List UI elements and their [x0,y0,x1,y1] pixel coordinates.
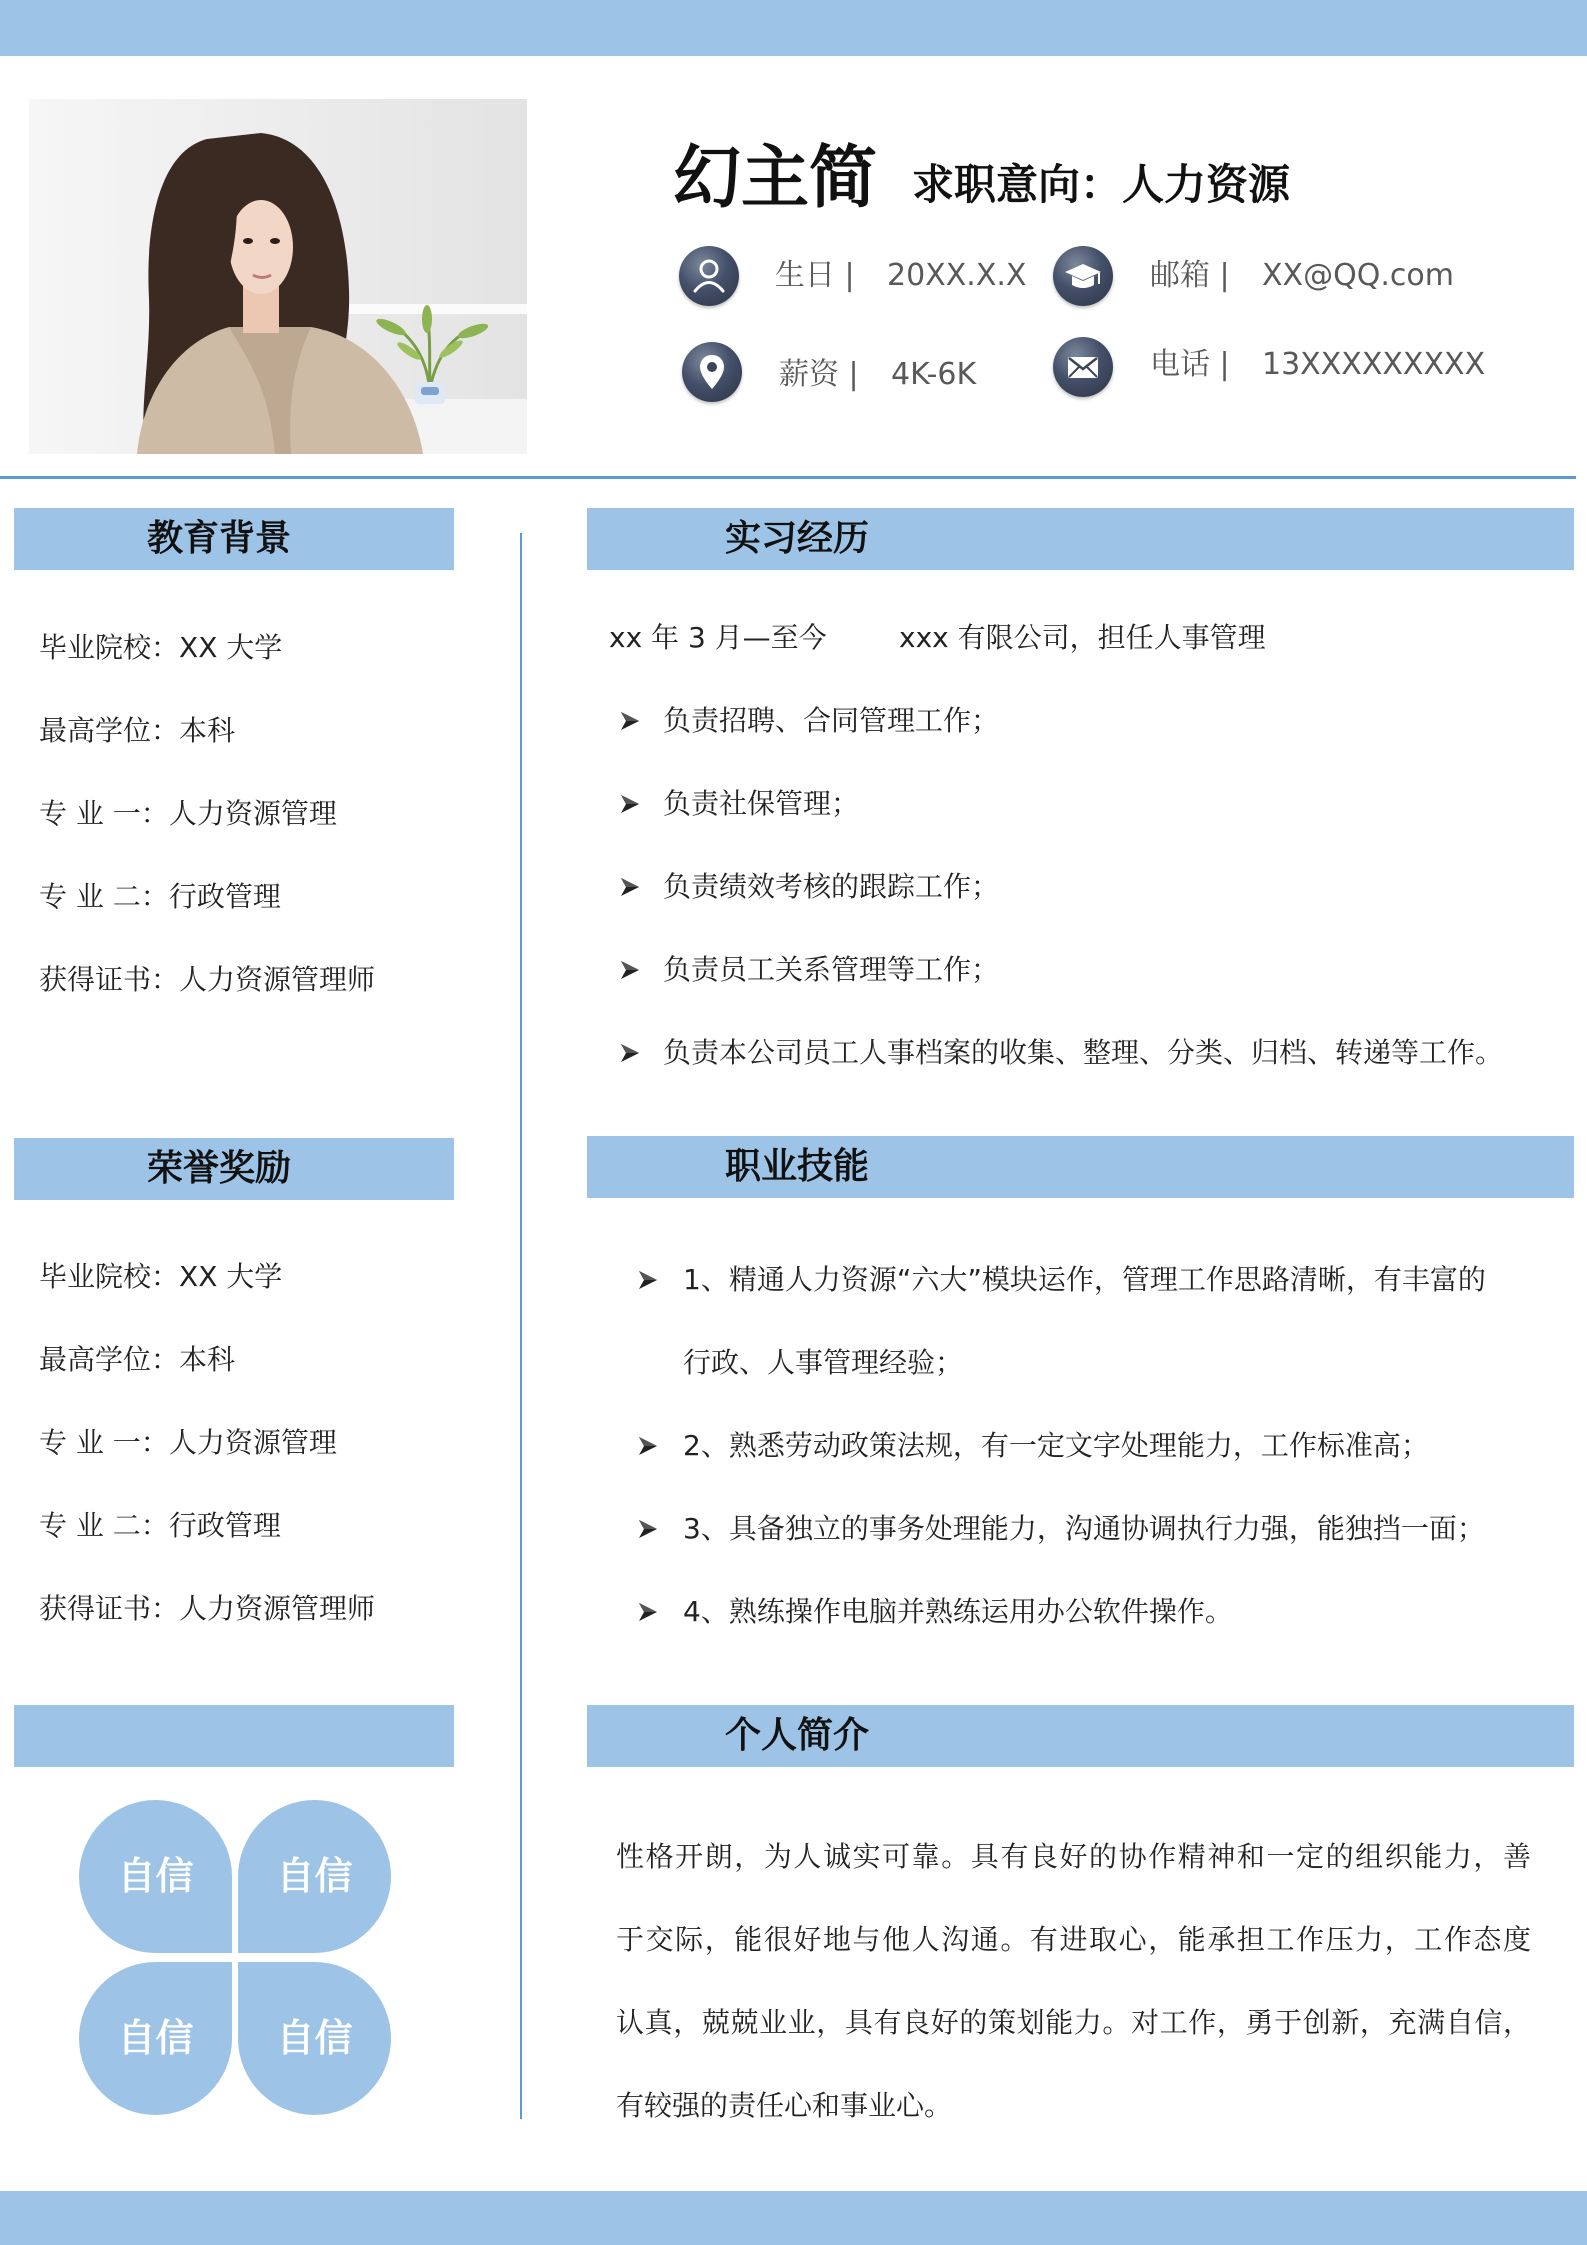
bullet-arrow-icon [637,1570,683,1653]
list-item [39,855,375,938]
list-item [39,1235,375,1318]
skill-text: 4、熟练操作电脑并熟练运用办公软件操作。 [683,1595,1233,1628]
item-value: 本科 [179,714,236,747]
bullet-arrow-icon [619,928,663,1011]
strength-petal: 自信 [79,1962,232,2115]
profile-line: 有较强的责任心和事业心。 [616,2089,953,2122]
profile-line: 于交际，能很好地与他人沟通。有进取心，能承担工作压力，工作态度 [616,1923,1531,1956]
internship-period: xx 年 3 月—至今 [609,621,827,654]
list-item [609,762,1503,845]
list-item [39,1401,375,1484]
internship-list [609,596,1503,1094]
education-header: 教育背景 [14,508,454,570]
list-item [39,938,375,1021]
skills-header: 职业技能 [587,1136,1574,1198]
top-accent-bar [0,0,1587,56]
education-list [39,606,375,1021]
duty-text: 负责绩效考核的跟踪工作； [663,870,1000,903]
duty-text: 负责员工关系管理等工作； [663,953,1000,986]
duty-text: 负责社保管理； [663,787,860,820]
bottom-accent-bar [0,2191,1587,2245]
honors-list [39,1235,375,1650]
item-label: 获得证书： [39,963,180,996]
list-item [609,1011,1503,1094]
skill-line [637,1321,1486,1404]
skill-text: 2、熟悉劳动政策法规，有一定文字处理能力，工作标准高； [683,1429,1429,1462]
profile-paragraph [616,1815,1531,2147]
list-item [39,1318,375,1401]
candidate-name: 幻主简 [673,139,878,218]
strength-petal: 自信 [79,1800,232,1953]
profile-photo-image [29,99,527,454]
bullet-arrow-icon [619,1011,663,1094]
birthday-label: 生日 | [775,258,855,293]
list-item [39,1484,375,1567]
duty-text: 负责招聘、合同管理工作； [663,704,1000,737]
honors-header: 荣誉奖励 [14,1138,454,1200]
bullet-arrow-icon [619,845,663,928]
list-item [609,679,1503,762]
skill-text: 1、精通人力资源“六大”模块运作，管理工作思路清晰，有丰富的 [683,1263,1486,1296]
profile-line: 性格开朗，为人诚实可靠。具有良好的协作精神和一定的组织能力，善 [616,1840,1531,1873]
list-item [39,772,375,855]
list-item [609,928,1503,1011]
item-value: 人力资源管理 [168,1426,337,1459]
skill-line [637,1404,1486,1487]
strength-petal: 自信 [238,1800,391,1953]
list-item [609,845,1503,928]
bullet-arrow-icon [637,1238,683,1321]
item-value: 人力资源管理师 [179,1592,376,1625]
skill-line [637,1487,1486,1570]
item-value: XX 大学 [179,1260,283,1293]
profile-header: 个人简介 [587,1705,1574,1767]
strength-petal: 自信 [238,1962,391,2115]
salary-label: 薪资 | [779,357,859,392]
item-label: 专 业 一： [39,797,169,830]
skill-item [637,1570,1486,1653]
item-label: 获得证书： [39,1592,180,1625]
header-divider [0,476,1576,479]
skill-line [637,1570,1486,1653]
salary-value: 4K-6K [891,357,977,392]
item-value: XX 大学 [179,631,283,664]
job-intention: 求职意向：人力资源 [912,160,1291,209]
location-pin-icon [682,342,742,402]
bullet-arrow-icon [619,762,663,845]
item-value: 行政管理 [168,1509,281,1542]
person-icon [679,246,739,306]
bullet-arrow-icon [637,1404,683,1487]
bullet-arrow-icon [637,1487,683,1570]
profile-line: 认真，兢兢业业，具有良好的策划能力。对工作，勇于创新，充满自信， [616,2006,1531,2039]
item-label: 最高学位： [39,1343,180,1376]
list-item [39,606,375,689]
item-label: 最高学位： [39,714,180,747]
column-divider [520,533,522,2119]
strengths-header [14,1705,454,1767]
item-label: 专 业 二： [39,880,169,913]
item-value: 人力资源管理 [168,797,337,830]
skills-list [637,1238,1486,1653]
skill-item [637,1487,1486,1570]
bullet-arrow-icon [619,679,663,762]
birthday-value: 20XX.X.X [887,258,1027,293]
item-label: 毕业院校： [39,631,180,664]
item-value: 人力资源管理师 [179,963,376,996]
item-label: 专 业 一： [39,1426,169,1459]
skill-text: 3、具备独立的事务处理能力，沟通协调执行力强，能独挡一面； [683,1512,1485,1545]
item-value: 行政管理 [168,880,281,913]
skill-item [637,1404,1486,1487]
internship-period-row [609,596,1503,679]
skill-item [637,1238,1486,1404]
graduation-cap-icon [1053,246,1113,306]
phone-label: 电话 | [1150,347,1230,382]
phone-value: 13XXXXXXXXX [1262,347,1486,382]
list-item [39,1567,375,1650]
profile-photo [29,99,527,454]
email-value: XX@QQ.com [1262,258,1454,293]
internship-header: 实习经历 [587,508,1574,570]
duty-text: 负责本公司员工人事档案的收集、整理、分类、归档、转递等工作。 [663,1036,1504,1069]
item-label: 专 业 二： [39,1509,169,1542]
item-value: 本科 [179,1343,236,1376]
envelope-icon [1053,337,1113,397]
skill-line [637,1238,1486,1321]
skill-text: 行政、人事管理经验； [683,1346,964,1379]
list-item [39,689,375,772]
item-label: 毕业院校： [39,1260,180,1293]
internship-company: xxx 有限公司，担任人事管理 [899,621,1266,654]
email-label: 邮箱 | [1150,258,1230,293]
